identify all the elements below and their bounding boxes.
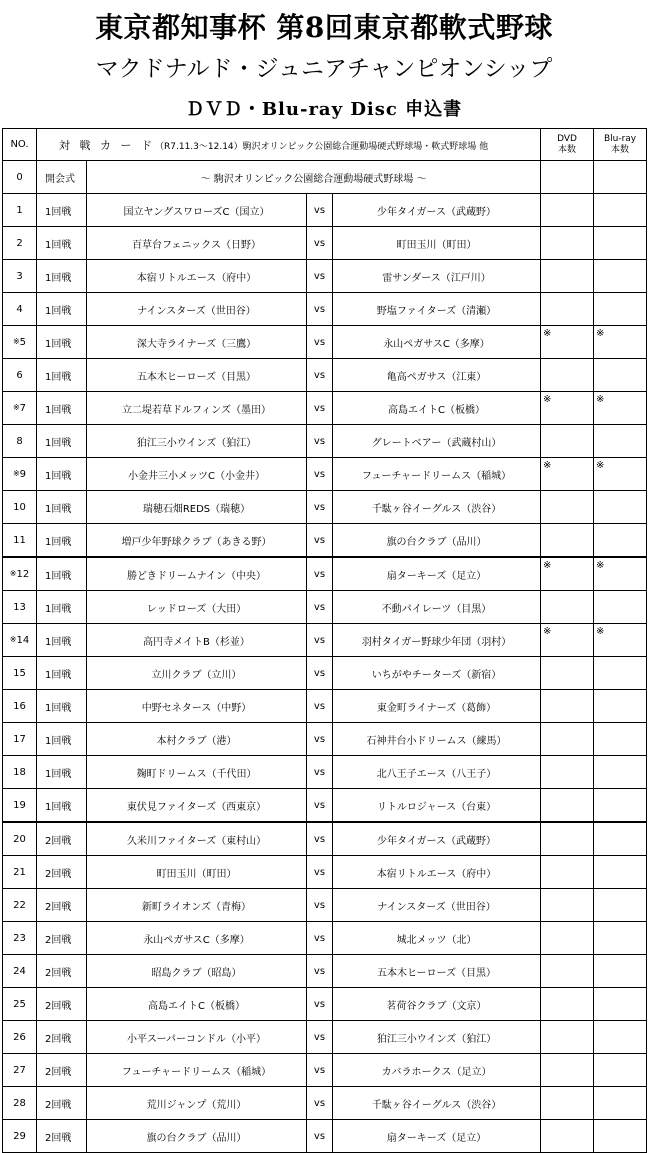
table-row — [3, 988, 647, 1021]
table-row — [3, 723, 647, 756]
row-round: 1回戦 — [37, 624, 87, 657]
row-home-team: ナインスターズ（世田谷） — [87, 293, 307, 326]
table-row — [3, 425, 647, 458]
row-bluray-qty[interactable] — [594, 1087, 647, 1120]
row-away-team: 北八王子エース（八王子） — [333, 756, 541, 789]
row-vs: vs — [307, 359, 333, 392]
row-number: 17 — [13, 733, 26, 745]
row-dvd-qty[interactable] — [541, 822, 594, 856]
row-number: 27 — [13, 1064, 26, 1076]
table-row — [3, 326, 647, 359]
row-round: 2回戦 — [37, 955, 87, 988]
row-vs: vs — [307, 1021, 333, 1054]
row-round: 2回戦 — [37, 822, 87, 856]
row-home-team: 小金井三小メッツC（小金井） — [87, 458, 307, 491]
row-away-team: 雷サンダース（江戸川） — [333, 260, 541, 293]
row-round: 1回戦 — [37, 789, 87, 823]
row-round: 2回戦 — [37, 1120, 87, 1153]
row-round: 1回戦 — [37, 591, 87, 624]
row-no — [3, 955, 37, 988]
row-round: 1回戦 — [37, 392, 87, 425]
row-number: 24 — [13, 965, 26, 977]
row-away-team: フューチャードリームス（稲城） — [333, 458, 541, 491]
row-home-team: 増戸少年野球クラブ（あきる野） — [87, 524, 307, 558]
row-number: 21 — [13, 866, 26, 878]
row-vs: vs — [307, 856, 333, 889]
row-number: 6 — [16, 369, 23, 381]
row-dvd-qty[interactable] — [541, 690, 594, 723]
row-home-team: 昭島クラブ（昭島） — [87, 955, 307, 988]
opening-row — [3, 161, 647, 194]
row-no — [3, 657, 37, 690]
row-away-team: グレートベアー（武蔵村山） — [333, 425, 541, 458]
row-away-team: カバラホークス（足立） — [333, 1054, 541, 1087]
row-bluray-qty[interactable] — [594, 1054, 647, 1087]
row-bluray-qty[interactable] — [594, 756, 647, 789]
row-dvd-qty[interactable]: ※ — [541, 624, 594, 657]
row-bluray-qty[interactable] — [594, 591, 647, 624]
row-no — [3, 524, 37, 558]
row-bluray-qty[interactable] — [594, 194, 647, 227]
row-vs: vs — [307, 1087, 333, 1120]
row-away-team: ナインスターズ（世田谷） — [333, 889, 541, 922]
row-number: 29 — [13, 1130, 26, 1142]
row-bluray-qty[interactable] — [594, 491, 647, 524]
opening-bluray-qty[interactable] — [594, 161, 647, 194]
row-away-team: 羽村タイガー野球少年団（羽村） — [333, 624, 541, 657]
row-round: 1回戦 — [37, 326, 87, 359]
row-dvd-qty[interactable] — [541, 988, 594, 1021]
row-no — [3, 425, 37, 458]
row-dvd-qty[interactable] — [541, 491, 594, 524]
table-row — [3, 657, 647, 690]
header-dvd-line1: DVD — [557, 133, 577, 144]
row-vs: vs — [307, 756, 333, 789]
row-round: 1回戦 — [37, 756, 87, 789]
row-away-team: 五本木ヒーローズ（目黒） — [333, 955, 541, 988]
header-match-card — [37, 129, 541, 161]
row-home-team: 瑞穂石畑REDS（瑞穂） — [87, 491, 307, 524]
row-vs: vs — [307, 789, 333, 823]
row-no — [3, 260, 37, 293]
table-row — [3, 392, 647, 425]
row-bluray-qty[interactable] — [594, 690, 647, 723]
row-dvd-qty[interactable]: ※ — [541, 326, 594, 359]
table-row — [3, 194, 647, 227]
row-bluray-qty[interactable] — [594, 789, 647, 823]
header-bluray-line2: 本数 — [611, 144, 630, 155]
row-no — [3, 922, 37, 955]
row-no — [3, 856, 37, 889]
row-number: 14 — [16, 634, 30, 646]
row-number: 4 — [16, 303, 23, 315]
row-number: 22 — [13, 899, 26, 911]
table-row — [3, 822, 647, 856]
row-vs: vs — [307, 557, 333, 591]
row-no — [3, 690, 37, 723]
row-vs: vs — [307, 624, 333, 657]
row-number: 9 — [19, 468, 27, 480]
table-row — [3, 1120, 647, 1153]
order-table — [2, 128, 647, 1153]
header-card-sub: （R7.11.3～12.14）駒沢オリンピック公園総合運動場硬式野球場・軟式野球場 他 — [155, 141, 489, 152]
opening-no: 0 — [3, 161, 37, 194]
row-away-team: 不動パイレーツ（目黒） — [333, 591, 541, 624]
row-no — [3, 359, 37, 392]
table-row — [3, 889, 647, 922]
form-title: ＤＶＤ・Blu-ray Disc 申込書 — [185, 99, 463, 120]
row-mark: ※ — [9, 568, 17, 578]
row-home-team: 百草台フェニックス（日野） — [87, 227, 307, 260]
row-dvd-qty[interactable] — [541, 856, 594, 889]
row-away-team: 永山ペガサスC（多摩） — [333, 326, 541, 359]
row-dvd-qty[interactable] — [541, 425, 594, 458]
row-away-team: 少年タイガース（武蔵野） — [333, 822, 541, 856]
row-dvd-qty[interactable] — [541, 723, 594, 756]
row-away-team: 狛江三小ウインズ（狛江） — [333, 1021, 541, 1054]
row-vs: vs — [307, 425, 333, 458]
row-dvd-qty[interactable] — [541, 227, 594, 260]
table-row — [3, 227, 647, 260]
row-number: 15 — [13, 667, 26, 679]
row-dvd-qty[interactable] — [541, 1087, 594, 1120]
table-row — [3, 922, 647, 955]
row-home-team: 町田玉川（町田） — [87, 856, 307, 889]
table-header-row — [3, 129, 647, 161]
row-dvd-qty[interactable] — [541, 260, 594, 293]
row-round: 1回戦 — [37, 690, 87, 723]
row-away-team: 千駄ヶ谷イーグルス（渋谷） — [333, 1087, 541, 1120]
row-number: 18 — [13, 766, 26, 778]
row-no — [3, 723, 37, 756]
row-away-team: 千駄ヶ谷イーグルス（渋谷） — [333, 491, 541, 524]
row-vs: vs — [307, 194, 333, 227]
row-home-team: 永山ペガサスC（多摩） — [87, 922, 307, 955]
row-no — [3, 1120, 37, 1153]
table-row — [3, 591, 647, 624]
row-round: 2回戦 — [37, 1021, 87, 1054]
row-home-team: 荒川ジャンプ（荒川） — [87, 1087, 307, 1120]
row-vs: vs — [307, 491, 333, 524]
row-bluray-qty[interactable] — [594, 260, 647, 293]
row-home-team: 久米川ファイターズ（東村山） — [87, 822, 307, 856]
row-no — [3, 889, 37, 922]
row-vs: vs — [307, 260, 333, 293]
row-vs: vs — [307, 458, 333, 491]
row-vs: vs — [307, 326, 333, 359]
row-bluray-qty[interactable] — [594, 856, 647, 889]
row-home-team: 本宿リトルエース（府中） — [87, 260, 307, 293]
row-home-team: 立川クラブ（立川） — [87, 657, 307, 690]
row-dvd-qty[interactable] — [541, 756, 594, 789]
row-no — [3, 227, 37, 260]
table-row — [3, 856, 647, 889]
row-round: 1回戦 — [37, 194, 87, 227]
opening-round: 開会式 — [37, 161, 87, 194]
row-bluray-qty[interactable] — [594, 657, 647, 690]
table-row — [3, 260, 647, 293]
row-round: 1回戦 — [37, 723, 87, 756]
row-dvd-qty[interactable] — [541, 591, 594, 624]
row-home-team: 中野セネタース（中野） — [87, 690, 307, 723]
row-away-team: 東金町ライナーズ（葛飾） — [333, 690, 541, 723]
row-number: 28 — [13, 1097, 26, 1109]
row-vs: vs — [307, 1054, 333, 1087]
table-row — [3, 624, 647, 657]
row-round: 2回戦 — [37, 1087, 87, 1120]
row-dvd-qty[interactable] — [541, 922, 594, 955]
table-row — [3, 293, 647, 326]
row-dvd-qty[interactable] — [541, 789, 594, 823]
row-away-team: 城北メッツ（北） — [333, 922, 541, 955]
table-row — [3, 1021, 647, 1054]
row-bluray-qty[interactable] — [594, 425, 647, 458]
row-vs: vs — [307, 227, 333, 260]
row-round: 1回戦 — [37, 524, 87, 558]
row-round: 2回戦 — [37, 856, 87, 889]
row-number: 26 — [13, 1031, 26, 1043]
row-bluray-qty[interactable]: ※ — [594, 326, 647, 359]
table-row — [3, 690, 647, 723]
row-round: 1回戦 — [37, 458, 87, 491]
row-no — [3, 1021, 37, 1054]
header-dvd-line2: 本数 — [558, 144, 577, 155]
row-no — [3, 822, 37, 856]
row-vs: vs — [307, 392, 333, 425]
row-home-team: 本村クラブ（港） — [87, 723, 307, 756]
row-home-team: 高島エイトC（板橋） — [87, 988, 307, 1021]
row-no — [3, 194, 37, 227]
row-no — [3, 988, 37, 1021]
row-bluray-qty[interactable] — [594, 359, 647, 392]
table-row — [3, 1054, 647, 1087]
row-dvd-qty[interactable] — [541, 1120, 594, 1153]
table-row — [3, 756, 647, 789]
row-number: 19 — [13, 799, 26, 811]
table-row — [3, 557, 647, 591]
row-home-team: 五本木ヒーローズ（目黒） — [87, 359, 307, 392]
row-vs: vs — [307, 822, 333, 856]
row-away-team: 町田玉川（町田） — [333, 227, 541, 260]
row-round: 1回戦 — [37, 657, 87, 690]
row-vs: vs — [307, 1120, 333, 1153]
row-home-team: 麹町ドリームス（千代田） — [87, 756, 307, 789]
row-home-team: 旗の台クラブ（品川） — [87, 1120, 307, 1153]
row-number: 3 — [16, 270, 23, 282]
row-number: 12 — [16, 568, 30, 580]
row-home-team: 狛江三小ウインズ（狛江） — [87, 425, 307, 458]
row-home-team: 深大寺ライナーズ（三鷹） — [87, 326, 307, 359]
row-bluray-qty[interactable]: ※ — [594, 624, 647, 657]
row-home-team: レッドローズ（大田） — [87, 591, 307, 624]
header-dvd — [541, 129, 594, 161]
table-row — [3, 458, 647, 491]
row-home-team: 国立ヤングスワローズC（国立） — [87, 194, 307, 227]
header-bluray-line1: Blu-ray — [603, 133, 637, 144]
row-dvd-qty[interactable] — [541, 889, 594, 922]
row-no — [3, 624, 37, 657]
row-dvd-qty[interactable] — [541, 1021, 594, 1054]
opening-venue: ～ 駒沢オリンピック公園総合運動場硬式野球場 ～ — [87, 161, 541, 194]
row-vs: vs — [307, 723, 333, 756]
row-number: 23 — [13, 932, 26, 944]
row-round: 2回戦 — [37, 922, 87, 955]
row-bluray-qty[interactable] — [594, 723, 647, 756]
row-home-team: 高円寺メイトB（杉並） — [87, 624, 307, 657]
table-row — [3, 491, 647, 524]
row-number: 10 — [13, 501, 26, 513]
row-round: 2回戦 — [37, 1054, 87, 1087]
row-number: 11 — [13, 534, 26, 546]
row-dvd-qty[interactable] — [541, 359, 594, 392]
header-no: NO. — [3, 129, 37, 161]
row-number: 20 — [13, 833, 26, 845]
row-no — [3, 756, 37, 789]
row-away-team: 高島エイトC（板橋） — [333, 392, 541, 425]
row-number: 1 — [16, 204, 23, 216]
header-bluray — [594, 129, 647, 161]
row-bluray-qty[interactable] — [594, 227, 647, 260]
row-round: 1回戦 — [37, 227, 87, 260]
row-home-team: 新町ライオンズ（青梅） — [87, 889, 307, 922]
row-number: 7 — [19, 402, 27, 414]
row-number: 25 — [13, 998, 26, 1010]
row-number: 13 — [13, 601, 26, 613]
row-home-team: 立二堤若草ドルフィンズ（墨田） — [87, 392, 307, 425]
row-home-team: フューチャードリームス（稲城） — [87, 1054, 307, 1087]
header-card-label: 対 戦 カ ー ド — [59, 138, 155, 152]
table-row — [3, 1087, 647, 1120]
row-no — [3, 1054, 37, 1087]
row-mark: ※ — [9, 634, 17, 644]
row-no — [3, 491, 37, 524]
table-row — [3, 955, 647, 988]
row-round: 1回戦 — [37, 425, 87, 458]
row-vs: vs — [307, 922, 333, 955]
row-away-team: 少年タイガース（武蔵野） — [333, 194, 541, 227]
row-dvd-qty[interactable] — [541, 657, 594, 690]
row-vs: vs — [307, 955, 333, 988]
row-dvd-qty[interactable] — [541, 194, 594, 227]
row-vs: vs — [307, 988, 333, 1021]
row-vs: vs — [307, 889, 333, 922]
row-bluray-qty[interactable] — [594, 1021, 647, 1054]
row-dvd-qty[interactable] — [541, 524, 594, 558]
table-row — [3, 524, 647, 558]
row-number: 8 — [16, 435, 23, 447]
row-bluray-qty[interactable] — [594, 988, 647, 1021]
row-number: 2 — [16, 237, 23, 249]
row-home-team: 東伏見ファイターズ（西東京） — [87, 789, 307, 823]
row-vs: vs — [307, 591, 333, 624]
row-bluray-qty[interactable] — [594, 293, 647, 326]
row-dvd-qty[interactable] — [541, 293, 594, 326]
row-mark: ※ — [12, 468, 20, 478]
row-away-team: 石神井台小ドリームス（練馬） — [333, 723, 541, 756]
row-away-team: 茗荷谷クラブ（文京） — [333, 988, 541, 1021]
row-bluray-qty[interactable] — [594, 889, 647, 922]
row-bluray-qty[interactable] — [594, 524, 647, 558]
row-dvd-qty[interactable]: ※ — [541, 458, 594, 491]
row-round: 1回戦 — [37, 491, 87, 524]
row-away-team: いちがやチーターズ（新宿） — [333, 657, 541, 690]
row-no — [3, 557, 37, 591]
opening-dvd-qty[interactable] — [541, 161, 594, 194]
row-vs: vs — [307, 657, 333, 690]
row-away-team: 扇ターキーズ（足立） — [333, 1120, 541, 1153]
row-no — [3, 392, 37, 425]
row-dvd-qty[interactable] — [541, 955, 594, 988]
row-round: 1回戦 — [37, 260, 87, 293]
row-no — [3, 326, 37, 359]
row-no — [3, 591, 37, 624]
row-no — [3, 458, 37, 491]
row-dvd-qty[interactable]: ※ — [541, 557, 594, 591]
row-vs: vs — [307, 524, 333, 558]
row-home-team: 勝どきドリームナイン（中央） — [87, 557, 307, 591]
row-away-team: 本宿リトルエース（府中） — [333, 856, 541, 889]
row-bluray-qty[interactable]: ※ — [594, 557, 647, 591]
row-vs: vs — [307, 293, 333, 326]
row-bluray-qty[interactable] — [594, 922, 647, 955]
row-away-team: 扇ターキーズ（足立） — [333, 557, 541, 591]
row-mark: ※ — [12, 336, 20, 346]
row-no — [3, 1087, 37, 1120]
row-round: 2回戦 — [37, 988, 87, 1021]
row-bluray-qty[interactable] — [594, 1120, 647, 1153]
row-bluray-qty[interactable] — [594, 822, 647, 856]
row-round: 1回戦 — [37, 293, 87, 326]
row-bluray-qty[interactable]: ※ — [594, 458, 647, 491]
row-round: 2回戦 — [37, 889, 87, 922]
row-bluray-qty[interactable]: ※ — [594, 392, 647, 425]
table-row — [3, 789, 647, 823]
row-away-team: リトルロジャース（台東） — [333, 789, 541, 823]
row-round: 1回戦 — [37, 359, 87, 392]
row-dvd-qty[interactable] — [541, 1054, 594, 1087]
page-title: 東京都知事杯 第8回東京都軟式野球 — [95, 11, 553, 44]
row-round: 1回戦 — [37, 557, 87, 591]
row-home-team: 小平スーパーコンドル（小平） — [87, 1021, 307, 1054]
row-away-team: 亀高ペガサス（江東） — [333, 359, 541, 392]
row-mark: ※ — [12, 402, 20, 412]
table-row — [3, 359, 647, 392]
row-no — [3, 293, 37, 326]
row-vs: vs — [307, 690, 333, 723]
row-no — [3, 789, 37, 823]
row-away-team: 旗の台クラブ（品川） — [333, 524, 541, 558]
row-away-team: 野塩ファイターズ（清瀬） — [333, 293, 541, 326]
row-number: 5 — [19, 336, 27, 348]
row-number: 16 — [13, 700, 26, 712]
row-dvd-qty[interactable]: ※ — [541, 392, 594, 425]
row-bluray-qty[interactable] — [594, 955, 647, 988]
page-subtitle: マクドナルド・ジュニアチャンピオンシップ — [95, 56, 553, 82]
